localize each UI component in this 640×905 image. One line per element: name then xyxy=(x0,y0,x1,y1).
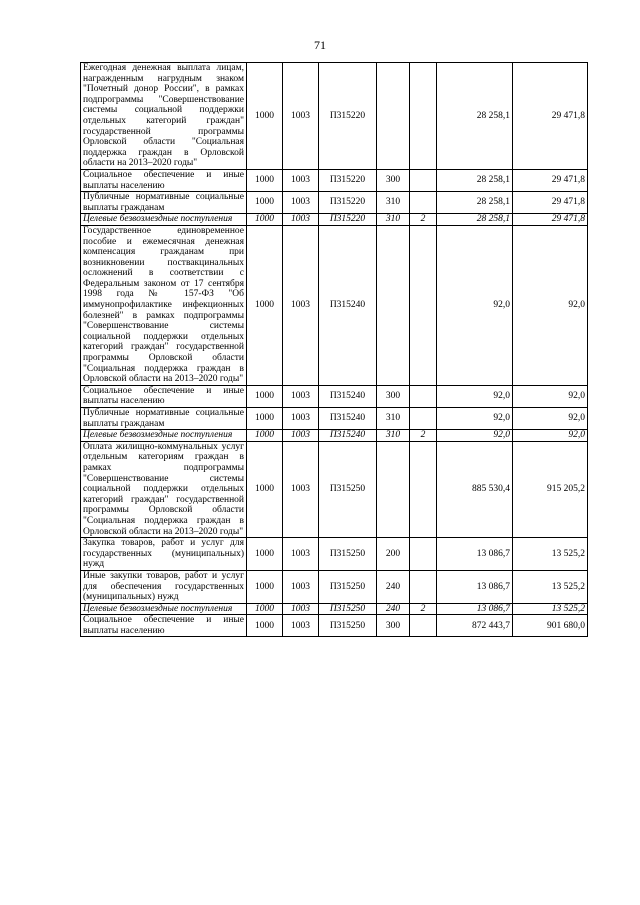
subsection-code-cell: 1003 xyxy=(283,214,319,226)
amount-year2-cell: 92,0 xyxy=(513,430,588,442)
row-name-cell: Закупка товаров, работ и услуг для государственных (муниципальных) нужд xyxy=(81,538,247,571)
section-code-cell: 1000 xyxy=(247,538,283,571)
subsection-code-cell: 1003 xyxy=(283,538,319,571)
funding-source-cell xyxy=(410,615,437,637)
subsection-code-cell: 1003 xyxy=(283,192,319,214)
amount-year2-cell: 13 525,2 xyxy=(513,570,588,603)
subsection-code-cell: 1003 xyxy=(283,430,319,442)
row-name-cell: Целевые безвозмездные поступления xyxy=(81,430,247,442)
funding-source-cell: 2 xyxy=(410,430,437,442)
subsection-code-cell: 1003 xyxy=(283,615,319,637)
expense-type-cell: 300 xyxy=(377,169,410,191)
expense-type-cell: 240 xyxy=(377,570,410,603)
funding-source-cell: 2 xyxy=(410,214,437,226)
section-code-cell: 1000 xyxy=(247,169,283,191)
expense-type-cell: 310 xyxy=(377,430,410,442)
row-name-cell: Публичные нормативные социальные выплаты гражданам xyxy=(81,192,247,214)
funding-source-cell xyxy=(410,169,437,191)
row-name-cell: Социальное обеспечение и иные выплаты населению xyxy=(81,169,247,191)
section-code-cell: 1000 xyxy=(247,192,283,214)
subsection-code-cell: 1003 xyxy=(283,408,319,430)
subsection-code-cell: 1003 xyxy=(283,63,319,170)
amount-year1-cell: 872 443,7 xyxy=(437,615,513,637)
amount-year2-cell: 92,0 xyxy=(513,408,588,430)
expense-type-cell: 310 xyxy=(377,192,410,214)
subsection-code-cell: 1003 xyxy=(283,570,319,603)
amount-year1-cell: 885 530,4 xyxy=(437,441,513,537)
target-article-cell: П315250 xyxy=(319,615,377,637)
target-article-cell: П315240 xyxy=(319,430,377,442)
amount-year2-cell: 13 525,2 xyxy=(513,538,588,571)
row-name-cell: Оплата жилищно-коммунальных услуг отдельным категориям граждан в рамках подпрограммы "Совершенствование системы социальной поддержки отдельных категорий граждан" государственной программы Орловской области "Социальная поддержка граждан в Орловской области на 2013–2020 годы" xyxy=(81,441,247,537)
subsection-code-cell: 1003 xyxy=(283,603,319,615)
table-row xyxy=(81,385,588,407)
expense-type-cell: 310 xyxy=(377,408,410,430)
expense-type-cell: 200 xyxy=(377,538,410,571)
expense-type-cell xyxy=(377,225,410,385)
section-code-cell: 1000 xyxy=(247,408,283,430)
target-article-cell: П315220 xyxy=(319,214,377,226)
subsection-code-cell: 1003 xyxy=(283,385,319,407)
expense-type-cell xyxy=(377,441,410,537)
target-article-cell: П315250 xyxy=(319,441,377,537)
amount-year1-cell: 13 086,7 xyxy=(437,538,513,571)
table-row xyxy=(81,615,588,637)
amount-year1-cell: 28 258,1 xyxy=(437,192,513,214)
target-article-cell: П315250 xyxy=(319,570,377,603)
row-name-cell: Государственное единовременное пособие и ежемесячная денежная компенсация гражданам при возникновении поствакцинальных осложнений в соответствии с Федеральным законом от 17 сентября 1998 года № 157-ФЗ "Об иммунопрофилактике инфекционных болезней" в рамках подпрограммы "Совершенствование системы социальной поддержки отдельных категорий граждан" государственной программы Орловской области "Социальная поддержка граждан в Орловской области на 2013–2020 годы" xyxy=(81,225,247,385)
section-code-cell: 1000 xyxy=(247,385,283,407)
table-row xyxy=(81,214,588,226)
amount-year1-cell: 92,0 xyxy=(437,385,513,407)
target-article-cell: П315250 xyxy=(319,603,377,615)
table-row xyxy=(81,430,588,442)
amount-year2-cell: 13 525,2 xyxy=(513,603,588,615)
funding-source-cell xyxy=(410,385,437,407)
row-name-cell: Публичные нормативные социальные выплаты гражданам xyxy=(81,408,247,430)
section-code-cell: 1000 xyxy=(247,214,283,226)
funding-source-cell xyxy=(410,408,437,430)
table-row xyxy=(81,408,588,430)
section-code-cell: 1000 xyxy=(247,430,283,442)
amount-year1-cell: 28 258,1 xyxy=(437,169,513,191)
subsection-code-cell: 1003 xyxy=(283,169,319,191)
row-name-cell: Целевые безвозмездные поступления xyxy=(81,603,247,615)
table-row xyxy=(81,169,588,191)
section-code-cell: 1000 xyxy=(247,615,283,637)
amount-year1-cell: 28 258,1 xyxy=(437,214,513,226)
amount-year2-cell: 29 471,8 xyxy=(513,63,588,170)
amount-year1-cell: 92,0 xyxy=(437,430,513,442)
section-code-cell: 1000 xyxy=(247,225,283,385)
subsection-code-cell: 1003 xyxy=(283,441,319,537)
page-number: 71 xyxy=(314,38,326,52)
target-article-cell: П315250 xyxy=(319,538,377,571)
budget-table xyxy=(80,62,588,637)
table-row xyxy=(81,225,588,385)
funding-source-cell xyxy=(410,225,437,385)
row-name-cell: Целевые безвозмездные поступления xyxy=(81,214,247,226)
expense-type-cell: 300 xyxy=(377,385,410,407)
table-row xyxy=(81,538,588,571)
funding-source-cell xyxy=(410,63,437,170)
target-article-cell: П315220 xyxy=(319,169,377,191)
section-code-cell: 1000 xyxy=(247,603,283,615)
row-name-cell: Иные закупки товаров, работ и услуг для обеспечения государственных (муниципальных) нужд xyxy=(81,570,247,603)
amount-year2-cell: 915 205,2 xyxy=(513,441,588,537)
table-row xyxy=(81,441,588,537)
amount-year1-cell: 92,0 xyxy=(437,408,513,430)
table-row xyxy=(81,63,588,170)
section-code-cell: 1000 xyxy=(247,570,283,603)
section-code-cell: 1000 xyxy=(247,63,283,170)
section-code-cell: 1000 xyxy=(247,441,283,537)
amount-year2-cell: 92,0 xyxy=(513,225,588,385)
amount-year2-cell: 901 680,0 xyxy=(513,615,588,637)
amount-year1-cell: 92,0 xyxy=(437,225,513,385)
target-article-cell: П315240 xyxy=(319,225,377,385)
amount-year2-cell: 29 471,8 xyxy=(513,214,588,226)
target-article-cell: П315240 xyxy=(319,408,377,430)
target-article-cell: П315220 xyxy=(319,192,377,214)
subsection-code-cell: 1003 xyxy=(283,225,319,385)
table-row xyxy=(81,603,588,615)
funding-source-cell xyxy=(410,570,437,603)
funding-source-cell xyxy=(410,538,437,571)
amount-year2-cell: 92,0 xyxy=(513,385,588,407)
funding-source-cell xyxy=(410,192,437,214)
row-name-cell: Социальное обеспечение и иные выплаты населению xyxy=(81,615,247,637)
funding-source-cell xyxy=(410,441,437,537)
row-name-cell: Социальное обеспечение и иные выплаты населению xyxy=(81,385,247,407)
expense-type-cell: 240 xyxy=(377,603,410,615)
expense-type-cell: 310 xyxy=(377,214,410,226)
target-article-cell: П315220 xyxy=(319,63,377,170)
amount-year1-cell: 13 086,7 xyxy=(437,603,513,615)
target-article-cell: П315240 xyxy=(319,385,377,407)
expense-type-cell: 300 xyxy=(377,615,410,637)
amount-year1-cell: 13 086,7 xyxy=(437,570,513,603)
expense-type-cell xyxy=(377,63,410,170)
table-row xyxy=(81,192,588,214)
amount-year2-cell: 29 471,8 xyxy=(513,169,588,191)
table-row xyxy=(81,570,588,603)
amount-year1-cell: 28 258,1 xyxy=(437,63,513,170)
funding-source-cell: 2 xyxy=(410,603,437,615)
row-name-cell: Ежегодная денежная выплата лицам, награжденным нагрудным знаком "Почетный донор России", в рамках подпрограммы "Совершенствование системы социальной поддержки отдельных категорий граждан" государственной программы Орловской области "Социальная поддержка граждан в Орловской области на 2013–2020 годы" xyxy=(81,63,247,170)
amount-year2-cell: 29 471,8 xyxy=(513,192,588,214)
